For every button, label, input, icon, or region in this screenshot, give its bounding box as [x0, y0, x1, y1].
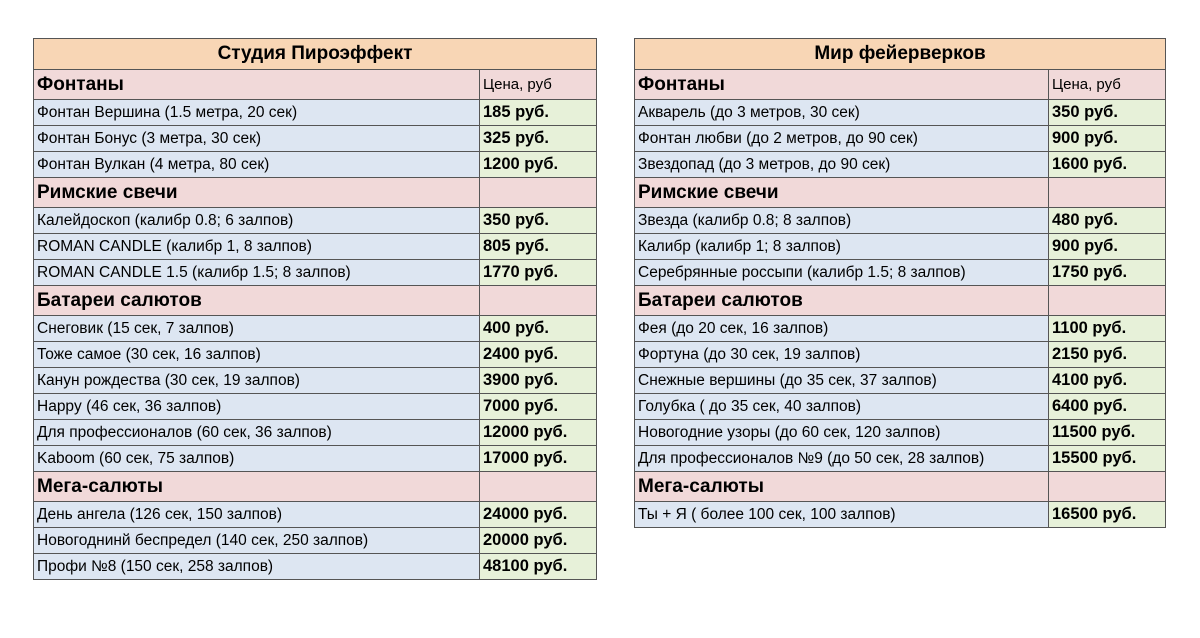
table-row — [34, 342, 597, 368]
product-price: 6400 руб. — [1049, 394, 1166, 420]
table-row — [635, 394, 1166, 420]
product-name: Калейдоскоп (калибр 0.8; 6 залпов) — [34, 208, 480, 234]
category-name: Римские свечи — [34, 178, 480, 208]
table-row — [34, 368, 597, 394]
category-row — [34, 70, 597, 100]
price-column-header — [1049, 472, 1166, 502]
product-price: 20000 руб. — [480, 528, 597, 554]
price-table-pyroeffect — [33, 38, 597, 580]
product-price: 1750 руб. — [1049, 260, 1166, 286]
product-name: Kaboom (60 сек, 75 залпов) — [34, 446, 480, 472]
category-row — [635, 472, 1166, 502]
table-row — [34, 234, 597, 260]
product-price: 325 руб. — [480, 126, 597, 152]
product-price: 15500 руб. — [1049, 446, 1166, 472]
product-name: ROMAN CANDLE 1.5 (калибр 1.5; 8 залпов) — [34, 260, 480, 286]
product-price: 7000 руб. — [480, 394, 597, 420]
product-price: 4100 руб. — [1049, 368, 1166, 394]
product-price: 1770 руб. — [480, 260, 597, 286]
price-column-header — [1049, 178, 1166, 208]
product-price: 350 руб. — [480, 208, 597, 234]
product-name: Фея (до 20 сек, 16 залпов) — [635, 316, 1049, 342]
product-price: 400 руб. — [480, 316, 597, 342]
product-name: Голубка ( до 35 сек, 40 залпов) — [635, 394, 1049, 420]
table-title-row — [635, 39, 1166, 70]
price-column-header — [480, 178, 597, 208]
product-price: 16500 руб. — [1049, 502, 1166, 528]
table-row — [34, 152, 597, 178]
product-price: 350 руб. — [1049, 100, 1166, 126]
category-row — [635, 178, 1166, 208]
table-row — [34, 446, 597, 472]
product-price: 11500 руб. — [1049, 420, 1166, 446]
table-row — [635, 152, 1166, 178]
table-row — [34, 394, 597, 420]
table-title: Студия Пироэффект — [34, 39, 597, 70]
product-price: 900 руб. — [1049, 126, 1166, 152]
product-name: Фонтан Вершина (1.5 метра, 20 сек) — [34, 100, 480, 126]
product-name: Фонтан любви (до 2 метров, до 90 сек) — [635, 126, 1049, 152]
product-price: 48100 руб. — [480, 554, 597, 580]
table-title-row — [34, 39, 597, 70]
product-price: 2400 руб. — [480, 342, 597, 368]
table-row — [34, 316, 597, 342]
product-name: Новогодние узоры (до 60 сек, 120 залпов) — [635, 420, 1049, 446]
product-name: Ты + Я ( более 100 сек, 100 залпов) — [635, 502, 1049, 528]
product-name: Фонтан Вулкан (4 метра, 80 сек) — [34, 152, 480, 178]
product-name: Фортуна (до 30 сек, 19 залпов) — [635, 342, 1049, 368]
product-name: Серебрянные россыпи (калибр 1.5; 8 залпов) — [635, 260, 1049, 286]
product-name: Для профессионалов (60 сек, 36 залпов) — [34, 420, 480, 446]
product-price: 12000 руб. — [480, 420, 597, 446]
table-row — [635, 260, 1166, 286]
product-price: 900 руб. — [1049, 234, 1166, 260]
price-column-header: Цена, руб — [1049, 70, 1166, 100]
table-row — [635, 208, 1166, 234]
product-name: Тоже самое (30 сек, 16 залпов) — [34, 342, 480, 368]
product-name: Калибр (калибр 1; 8 залпов) — [635, 234, 1049, 260]
product-price: 3900 руб. — [480, 368, 597, 394]
product-price: 480 руб. — [1049, 208, 1166, 234]
product-name: Для профессионалов №9 (до 50 сек, 28 залпов) — [635, 446, 1049, 472]
table-row — [635, 342, 1166, 368]
category-row — [635, 70, 1166, 100]
product-price: 24000 руб. — [480, 502, 597, 528]
product-name: Профи №8 (150 сек, 258 залпов) — [34, 554, 480, 580]
product-name: Акварель (до 3 метров, 30 сек) — [635, 100, 1049, 126]
product-name: Звездопад (до 3 метров, до 90 сек) — [635, 152, 1049, 178]
product-price: 805 руб. — [480, 234, 597, 260]
category-row — [34, 286, 597, 316]
category-name: Римские свечи — [635, 178, 1049, 208]
table-row — [34, 528, 597, 554]
product-name: ROMAN CANDLE (калибр 1, 8 залпов) — [34, 234, 480, 260]
product-price: 1600 руб. — [1049, 152, 1166, 178]
table-row — [635, 316, 1166, 342]
product-name: Канун рождества (30 сек, 19 залпов) — [34, 368, 480, 394]
price-column-header — [1049, 286, 1166, 316]
table-row — [34, 420, 597, 446]
category-row — [635, 286, 1166, 316]
category-name: Мега-салюты — [635, 472, 1049, 502]
table-row — [34, 100, 597, 126]
category-name: Батареи салютов — [34, 286, 480, 316]
price-column-header: Цена, руб — [480, 70, 597, 100]
product-price: 1100 руб. — [1049, 316, 1166, 342]
price-table-fireworks-world — [634, 38, 1166, 528]
table-row — [635, 100, 1166, 126]
category-name: Фонтаны — [635, 70, 1049, 100]
category-name: Фонтаны — [34, 70, 480, 100]
table-row — [635, 420, 1166, 446]
table-row — [34, 260, 597, 286]
product-name: Новогоднинй беспредел (140 сек, 250 залпов) — [34, 528, 480, 554]
table-row — [635, 368, 1166, 394]
product-name: Фонтан Бонус (3 метра, 30 сек) — [34, 126, 480, 152]
product-name: Звезда (калибр 0.8; 8 залпов) — [635, 208, 1049, 234]
table-row — [34, 502, 597, 528]
product-price: 2150 руб. — [1049, 342, 1166, 368]
product-name: Снеговик (15 сек, 7 залпов) — [34, 316, 480, 342]
category-row — [34, 178, 597, 208]
table-row — [34, 126, 597, 152]
product-name: День ангела (126 сек, 150 залпов) — [34, 502, 480, 528]
product-name: Снежные вершины (до 35 сек, 37 залпов) — [635, 368, 1049, 394]
price-column-header — [480, 472, 597, 502]
table-row — [34, 208, 597, 234]
price-column-header — [480, 286, 597, 316]
product-name: Happy (46 сек, 36 залпов) — [34, 394, 480, 420]
product-price: 185 руб. — [480, 100, 597, 126]
product-price: 17000 руб. — [480, 446, 597, 472]
table-row — [635, 126, 1166, 152]
table-row — [34, 554, 597, 580]
table-row — [635, 234, 1166, 260]
category-row — [34, 472, 597, 502]
table-title: Мир фейерверков — [635, 39, 1166, 70]
category-name: Мега-салюты — [34, 472, 480, 502]
product-price: 1200 руб. — [480, 152, 597, 178]
category-name: Батареи салютов — [635, 286, 1049, 316]
table-row — [635, 502, 1166, 528]
table-row — [635, 446, 1166, 472]
